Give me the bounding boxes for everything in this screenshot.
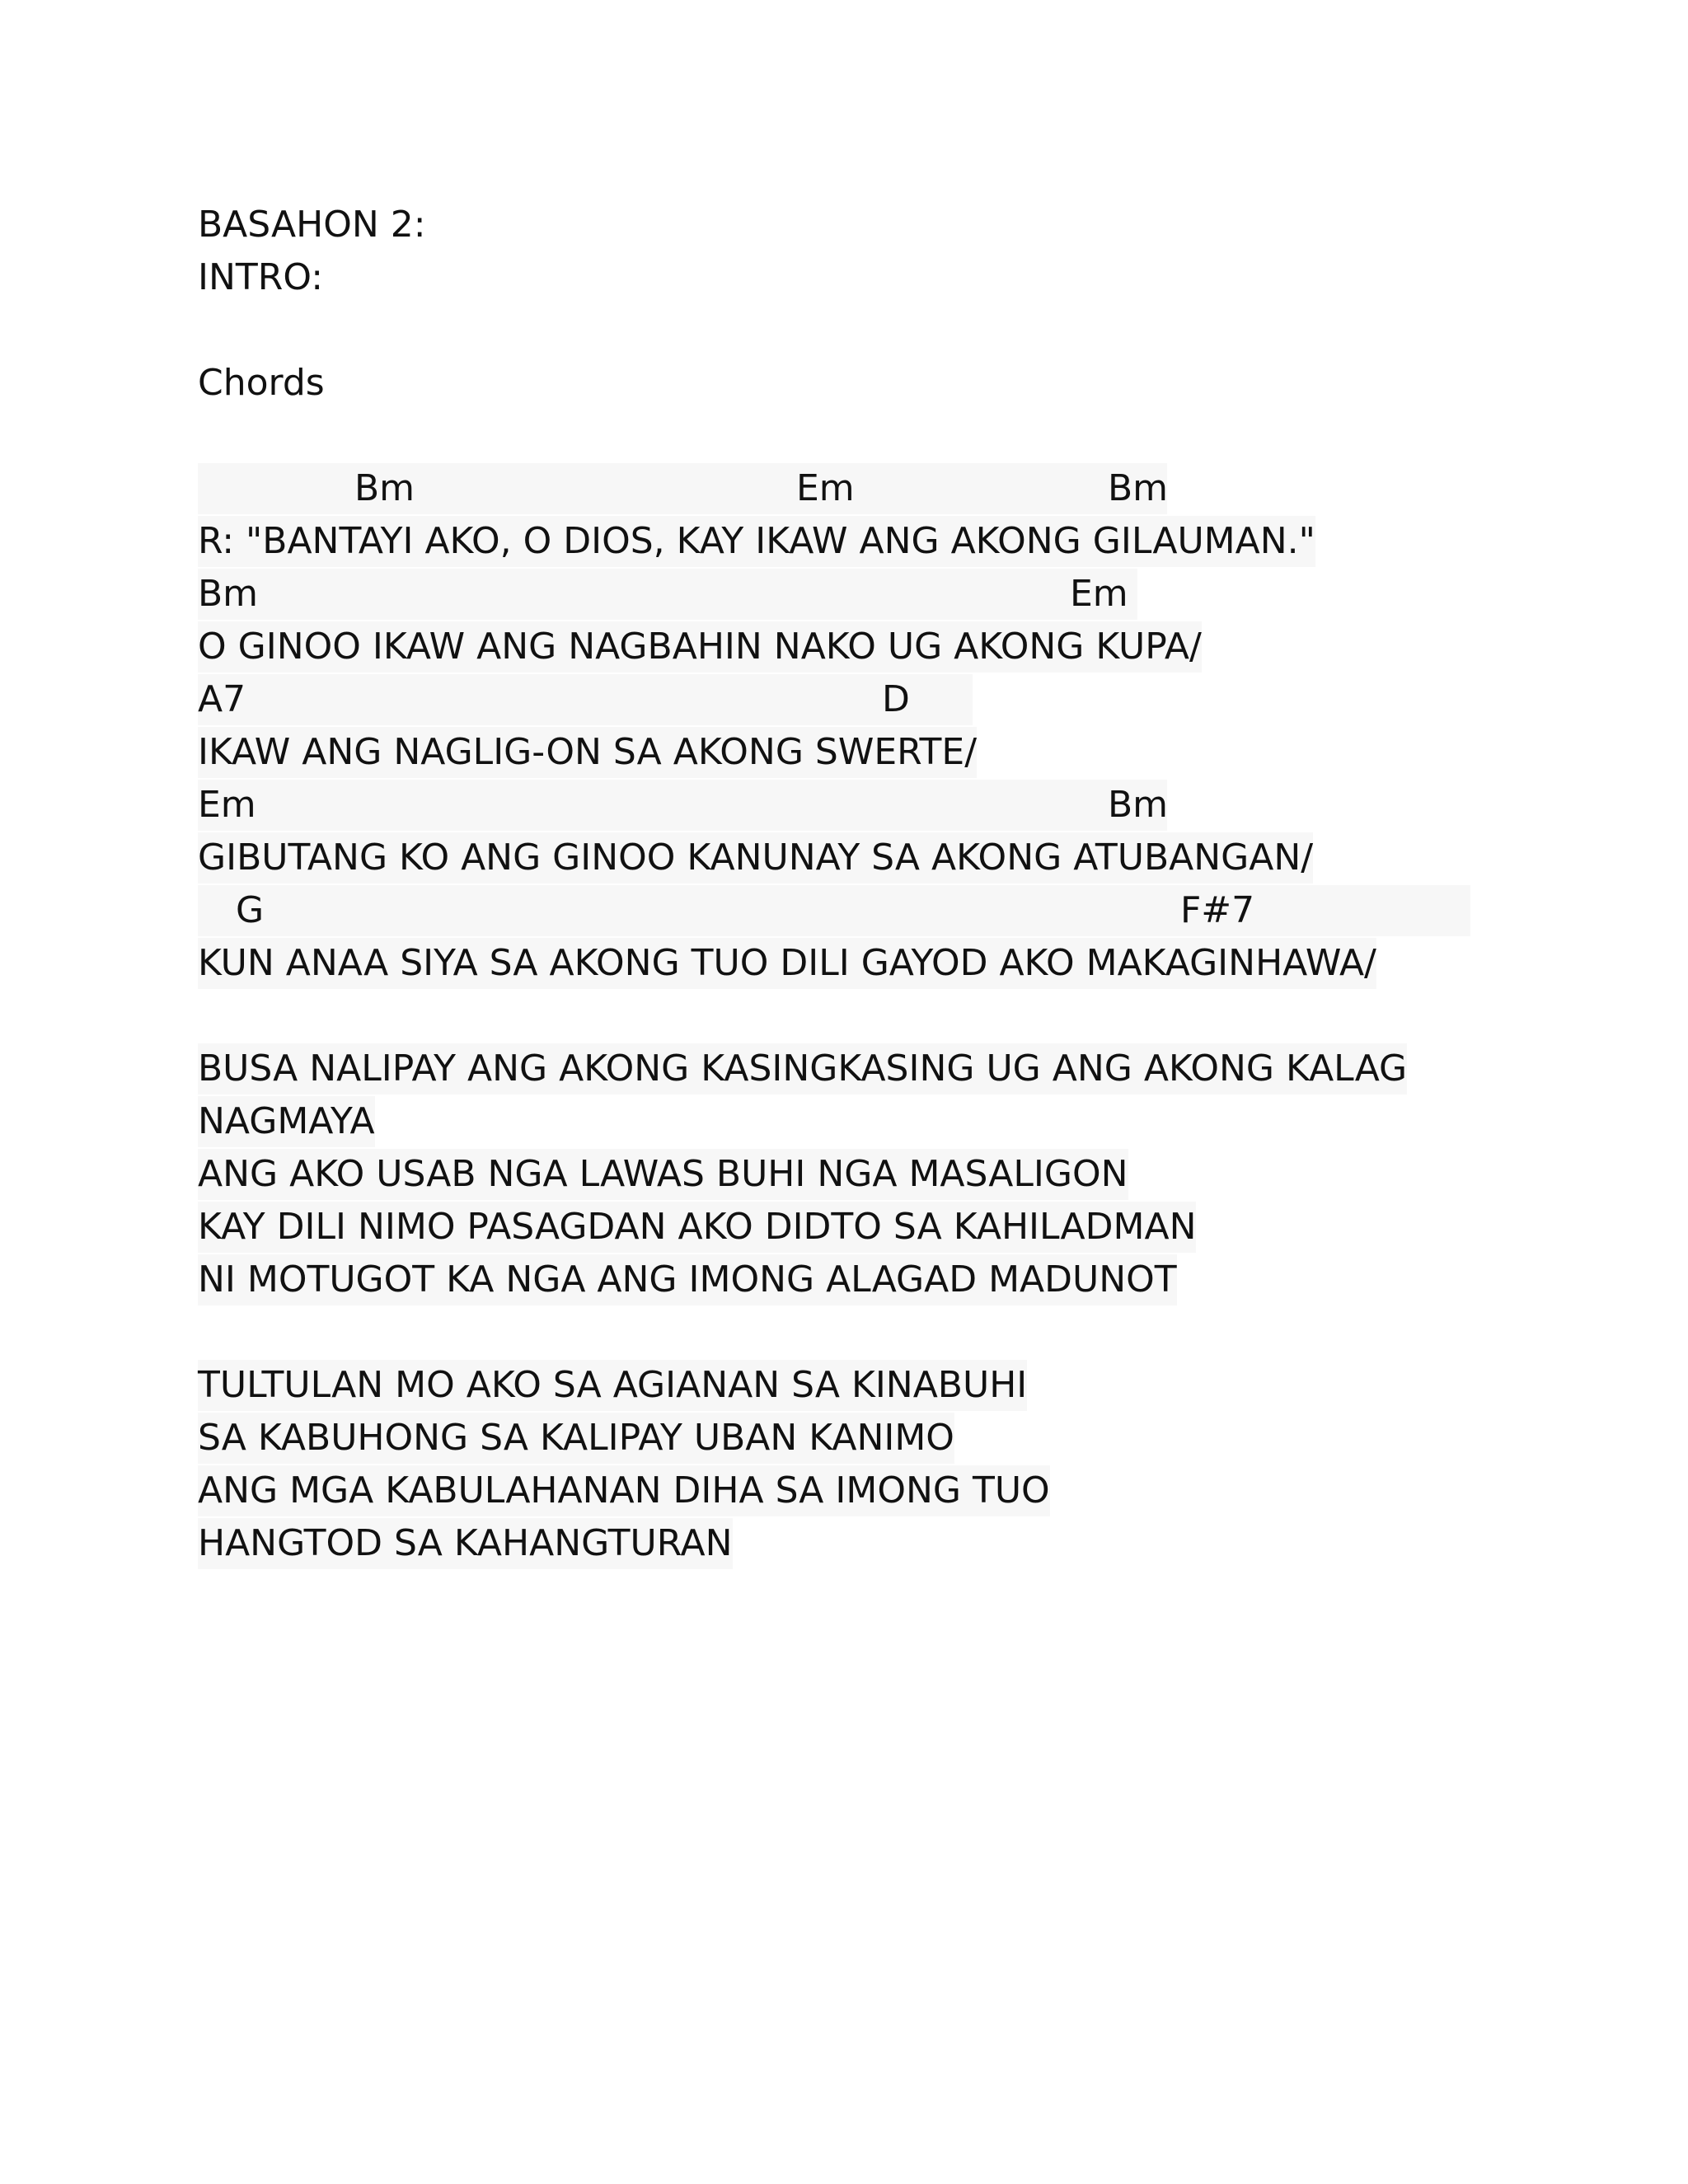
verse-line: NI MOTUGOT KA NGA ANG IMONG ALAGAD MADUNOT	[198, 1254, 1177, 1305]
chord: D	[882, 678, 910, 720]
lyric-line-5: KUN ANAA SIYA SA AKONG TUO DILI GAYOD AKO MAKAGINHAWA/	[198, 938, 1376, 989]
lyric-line-3: IKAW ANG NAGLIG-ON SA AKONG SWERTE/	[198, 727, 977, 778]
chord-line-4	[198, 780, 1167, 831]
chord: Bm	[198, 573, 259, 615]
lyric-line-2: O GINOO IKAW ANG NAGBAHIN NAKO UG AKONG KUPA/	[198, 621, 1202, 673]
verse-line: KAY DILI NIMO PASAGDAN AKO DIDTO SA KAHILADMAN	[198, 1202, 1196, 1253]
chord: Bm	[1108, 467, 1169, 509]
chord: A7	[198, 678, 246, 720]
verse-line: HANGTOD SA KAHANGTURAN	[198, 1518, 733, 1569]
verse-line: BUSA NALIPAY ANG AKONG KASINGKASING UG ANG AKONG KALAG	[198, 1043, 1407, 1094]
chord: Em	[796, 467, 855, 509]
chords-label: Chords	[198, 362, 325, 404]
chord-line-5	[198, 885, 1470, 936]
chord-line-1	[198, 463, 1167, 514]
lyric-line-1: R: "BANTAYI AKO, O DIOS, KAY IKAW ANG AKONG GILAUMAN."	[198, 516, 1315, 567]
verse-line: TULTULAN MO AKO SA AGIANAN SA KINABUHI	[198, 1360, 1027, 1411]
chord: F#7	[1180, 889, 1255, 931]
verse-line: ANG MGA KABULAHANAN DIHA SA IMONG TUO	[198, 1465, 1050, 1516]
verse-line: ANG AKO USAB NGA LAWAS BUHI NGA MASALIGON	[198, 1149, 1128, 1200]
verse-line: NAGMAYA	[198, 1096, 375, 1147]
lyric-line-4: GIBUTANG KO ANG GINOO KANUNAY SA AKONG ATUBANGAN/	[198, 832, 1313, 883]
chord: Bm	[354, 467, 415, 509]
chord: Em	[1070, 573, 1128, 615]
reading-heading: BASAHON 2:	[198, 204, 426, 246]
verse-line: SA KABUHONG SA KALIPAY UBAN KANIMO	[198, 1413, 954, 1464]
chord: G	[236, 889, 265, 931]
chord-line-2	[198, 569, 1137, 620]
chord-line-3	[198, 674, 973, 725]
chord: Bm	[1108, 784, 1169, 826]
chord: Em	[198, 784, 256, 826]
intro-label: INTRO:	[198, 256, 324, 298]
